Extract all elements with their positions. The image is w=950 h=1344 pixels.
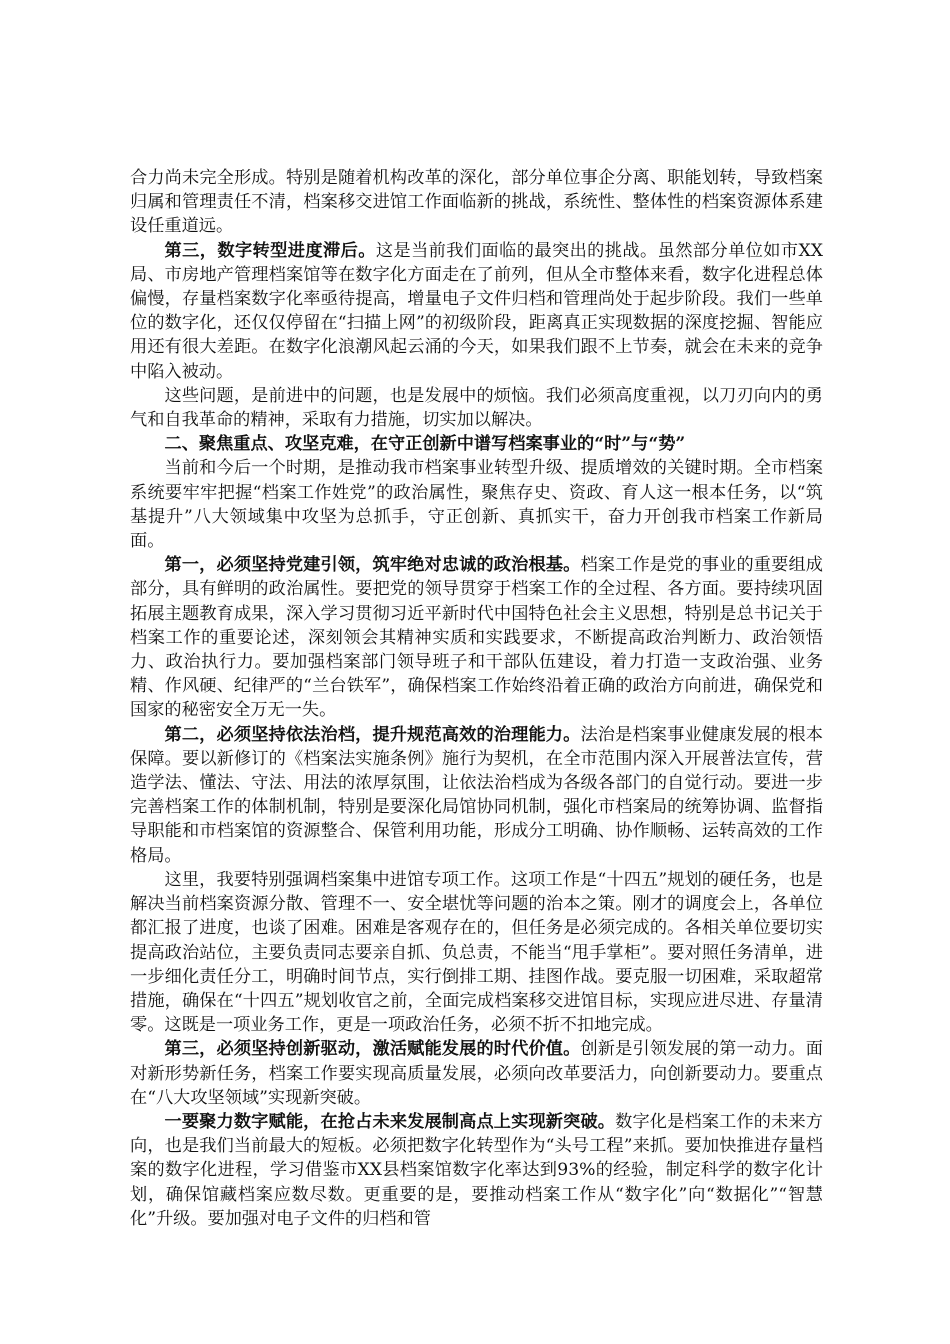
paragraph-10-text: 数字化是档案工作的未来方向，也是我们当前最大的短板。必须把数字化转型作为“头号工程”来抓。要加快推进存量档案的数字化进程，学习借鉴市XX县档案馆数字化率达到93%的经验，制定科学的数字化计划，确保馆藏档案应数尽数。更重要的是，要推动档案工作从“数字化”向“数据化”“智慧化”升级。要加强对电子文件的归档和管 — [130, 1111, 823, 1229]
paragraph-1 — [130, 166, 823, 239]
paragraph-6 — [130, 553, 823, 722]
paragraph-9-lead: 第三，必须坚持创新驱动，激活赋能发展的时代价值。 — [164, 1039, 581, 1060]
paragraph-3-text: 这些问题，是前进中的问题，也是发展中的烦恼。我们必须高度重视，以刀刃向内的勇气和自我革命的精神，采取有力措施，切实加以解决。 — [130, 385, 823, 431]
paragraph-8-text: 这里，我要特别强调档案集中进馆专项工作。这项工作是“十四五”规划的硬任务，也是解决当前档案资源分散、管理不一、安全堪忧等问题的治本之策。刚才的调度会上，各单位都汇报了进度，也谈了困难。困难是客观存在的，但任务是必须完成的。各相关单位要切实提高政治站位，主要负责同志要亲自抓、负总责，不能当“甩手掌柜”。要对照任务清单，进一步细化责任分工，明确时间节点，实行倒排工期、挂图作战。要克服一切困难，采取超常措施，确保在“十四五”规划收官之前，全面完成档案移交进馆目标，实现应进尽进、存量清零。这既是一项业务工作，更是一项政治任务，必须不折不扣地完成。 — [130, 869, 823, 1036]
paragraph-2-lead: 第三，数字转型进度滞后。 — [164, 240, 376, 261]
paragraph-9 — [130, 1037, 823, 1110]
paragraph-10-lead: 一要聚力数字赋能，在抢占未来发展制高点上实现新突破。 — [164, 1111, 616, 1132]
paragraph-7-lead: 第二，必须坚持依法治档，提升规范高效的治理能力。 — [164, 724, 581, 745]
document-body — [130, 166, 823, 1231]
paragraph-1-text: 合力尚未完全形成。特别是随着机构改革的深化，部分单位事企分离、职能划转，导致档案归属和管理责任不清，档案移交进馆工作面临新的挑战，系统性、整体性的档案资源体系建设任重道远。 — [130, 168, 823, 237]
paragraph-7-text: 法治是档案事业健康发展的根本保障。要以新修订的《档案法实施条例》施行为契机，在全市范围内深入开展普法宣传，营造学法、懂法、守法、用法的浓厚氛围，让依法治档成为各级各部门的自觉行动。要进一步完善档案工作的体制机制，特别是要深化局馆协同机制，强化市档案局的统筹协调、监督指导职能和市档案馆的资源整合、保管利用功能，形成分工明确、协作顺畅、运转高效的工作格局。 — [130, 724, 823, 866]
paragraph-3 — [130, 384, 823, 432]
paragraph-8 — [130, 868, 823, 1037]
paragraph-6-text: 档案工作是党的事业的重要组成部分，具有鲜明的政治属性。要把党的领导贯穿于档案工作的全过程、各方面。要持续巩固拓展主题教育成果，深入学习贯彻习近平新时代中国特色社会主义思想，特别是总书记关于档案工作的重要论述，深刻领会其精神实质和实践要求，不断提高政治判断力、政治领悟力、政治执行力。要加强档案部门领导班子和干部队伍建设，着力打造一支政治强、业务精、作风硬、纪律严的“兰台铁军”，确保档案工作始终沿着正确的政治方向前进，确保党和国家的秘密安全万无一失。 — [130, 555, 823, 721]
paragraph-9-text: 创新是引领发展的第一动力。面对新形势新任务，档案工作要实现高质量发展，必须向改革要活力，向创新要动力。要重点在“八大攻坚领域”实现新突破。 — [130, 1039, 823, 1108]
section-heading-2 — [130, 432, 823, 456]
paragraph-6-lead: 第一，必须坚持党建引领，筑牢绝对忠诚的政治根基。 — [164, 555, 581, 576]
paragraph-5 — [130, 456, 823, 553]
paragraph-5-text: 当前和今后一个时期，是推动我市档案事业转型升级、提质增效的关键时期。全市档案系统要牢牢把握“档案工作姓党”的政治属性，聚焦存史、资政、育人这一根本任务，以“筑基提升”八大领域集中攻坚为总抓手，守正创新、真抓实干，奋力开创我市档案工作新局面。 — [130, 458, 823, 552]
paragraph-7 — [130, 723, 823, 868]
paragraph-2 — [130, 239, 823, 384]
paragraph-2-text: 这是当前我们面临的最突出的挑战。虽然部分单位如市XX局、市房地产管理档案馆等在数字化方面走在了前列，但从全市整体来看，数字化进程总体偏慢，存量档案数字化率亟待提高，增量电子文件归档和管理尚处于起步阶段。我们一些单位的数字化，还仅仅停留在“扫描上网”的初级阶段，距离真正实现数据的深度挖掘、智能应用还有很大差距。在数字化浪潮风起云涌的今天，如果我们跟不上节奏，就会在未来的竞争中陷入被动。 — [130, 240, 823, 382]
paragraph-10 — [130, 1110, 823, 1231]
section-heading-2-text: 二、聚焦重点、攻坚克难，在守正创新中谱写档案事业的“时”与“势” — [164, 434, 686, 455]
